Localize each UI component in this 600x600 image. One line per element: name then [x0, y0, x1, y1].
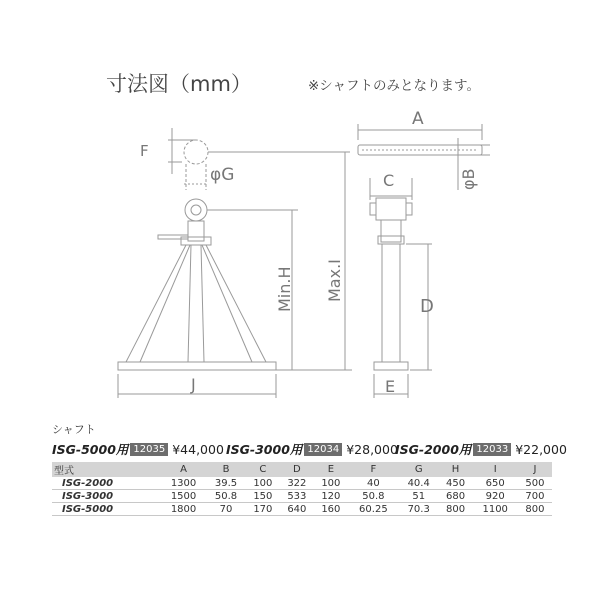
table-header: E: [314, 462, 348, 477]
table-cell: ISG-5000: [52, 503, 161, 516]
dim-label-H: Min.H: [275, 266, 294, 312]
table-header: A: [161, 462, 206, 477]
table-cell: ISG-2000: [52, 477, 161, 490]
dim-label-D: D: [420, 296, 434, 317]
product-code-badge: 12034: [304, 443, 342, 456]
shaft-ring: [185, 199, 207, 221]
table-cell: 1500: [161, 490, 206, 503]
table-cell: 640: [280, 503, 314, 516]
table-cell: 170: [246, 503, 280, 516]
table-cell: 533: [280, 490, 314, 503]
table-cell: 680: [439, 490, 473, 503]
tripod-legs: [126, 245, 266, 362]
table-cell: 39.5: [206, 477, 246, 490]
model-name: ISG-5000用: [52, 442, 129, 457]
table-header: D: [280, 462, 314, 477]
shaft-post: [381, 220, 401, 242]
table-header-row: [52, 462, 552, 477]
spec-table: [52, 462, 552, 516]
table-header: G: [399, 462, 439, 477]
table-cell: 160: [314, 503, 348, 516]
price-value: ¥22,000: [515, 441, 567, 457]
table-header: C: [246, 462, 280, 477]
table-header: I: [473, 462, 518, 477]
table-cell: 40: [348, 477, 399, 490]
table-cell: 1800: [161, 503, 206, 516]
table-cell: 800: [518, 503, 552, 516]
table-cell: 70: [206, 503, 246, 516]
upper-ring-dashed: [184, 140, 208, 164]
table-cell: 450: [439, 477, 473, 490]
table-cell: ISG-3000: [52, 490, 161, 503]
shaft-tee: [376, 198, 406, 220]
table-cell: 100: [246, 477, 280, 490]
price-item-isg-3000: [226, 440, 398, 458]
table-header: H: [439, 462, 473, 477]
table-cell: 150: [246, 490, 280, 503]
dim-label-I: Max.I: [325, 259, 344, 302]
dim-label-E: E: [385, 377, 396, 396]
table-cell: 51: [399, 490, 439, 503]
dim-label-G: φG: [210, 165, 235, 185]
stand-base: [118, 362, 276, 370]
dim-label-A: A: [412, 109, 424, 129]
dim-label-C: C: [383, 171, 395, 190]
dim-label-F: F: [140, 142, 149, 160]
table-cell: 100: [314, 477, 348, 490]
table-cell: 120: [314, 490, 348, 503]
price-item-isg-5000: [52, 440, 224, 458]
table-row: [52, 503, 552, 516]
dim-label-B: φB: [459, 168, 478, 190]
table-row: [52, 477, 552, 490]
table-cell: 50.8: [206, 490, 246, 503]
section-label: シャフト: [52, 423, 96, 436]
table-header: J: [518, 462, 552, 477]
page-title: 寸法図（mm）: [106, 72, 252, 96]
product-code-badge: 12033: [473, 443, 511, 456]
table-cell: 800: [439, 503, 473, 516]
table-cell: 60.25: [348, 503, 399, 516]
table-cell: 920: [473, 490, 518, 503]
table-header: 型式: [52, 462, 161, 477]
table-cell: 70.3: [399, 503, 439, 516]
table-header: B: [206, 462, 246, 477]
price-value: ¥28,000: [346, 441, 398, 457]
shaft-only-note: ※シャフトのみとなります。: [308, 78, 480, 94]
stand-post: [188, 221, 204, 241]
table-cell: 50.8: [348, 490, 399, 503]
table-cell: 1100: [473, 503, 518, 516]
table-cell: 650: [473, 477, 518, 490]
table-cell: 700: [518, 490, 552, 503]
table-cell: 1300: [161, 477, 206, 490]
price-value: ¥44,000: [172, 441, 224, 457]
price-row: [52, 440, 567, 458]
dim-label-J: J: [191, 375, 196, 394]
model-name: ISG-3000用: [226, 442, 303, 457]
table-cell: 40.4: [399, 477, 439, 490]
table-cell: 322: [280, 477, 314, 490]
product-code-badge: 12035: [130, 443, 168, 456]
model-name: ISG-2000用: [395, 442, 472, 457]
price-item-isg-2000: [395, 440, 567, 458]
table-row: [52, 490, 552, 503]
table-header: F: [348, 462, 399, 477]
table-cell: 500: [518, 477, 552, 490]
